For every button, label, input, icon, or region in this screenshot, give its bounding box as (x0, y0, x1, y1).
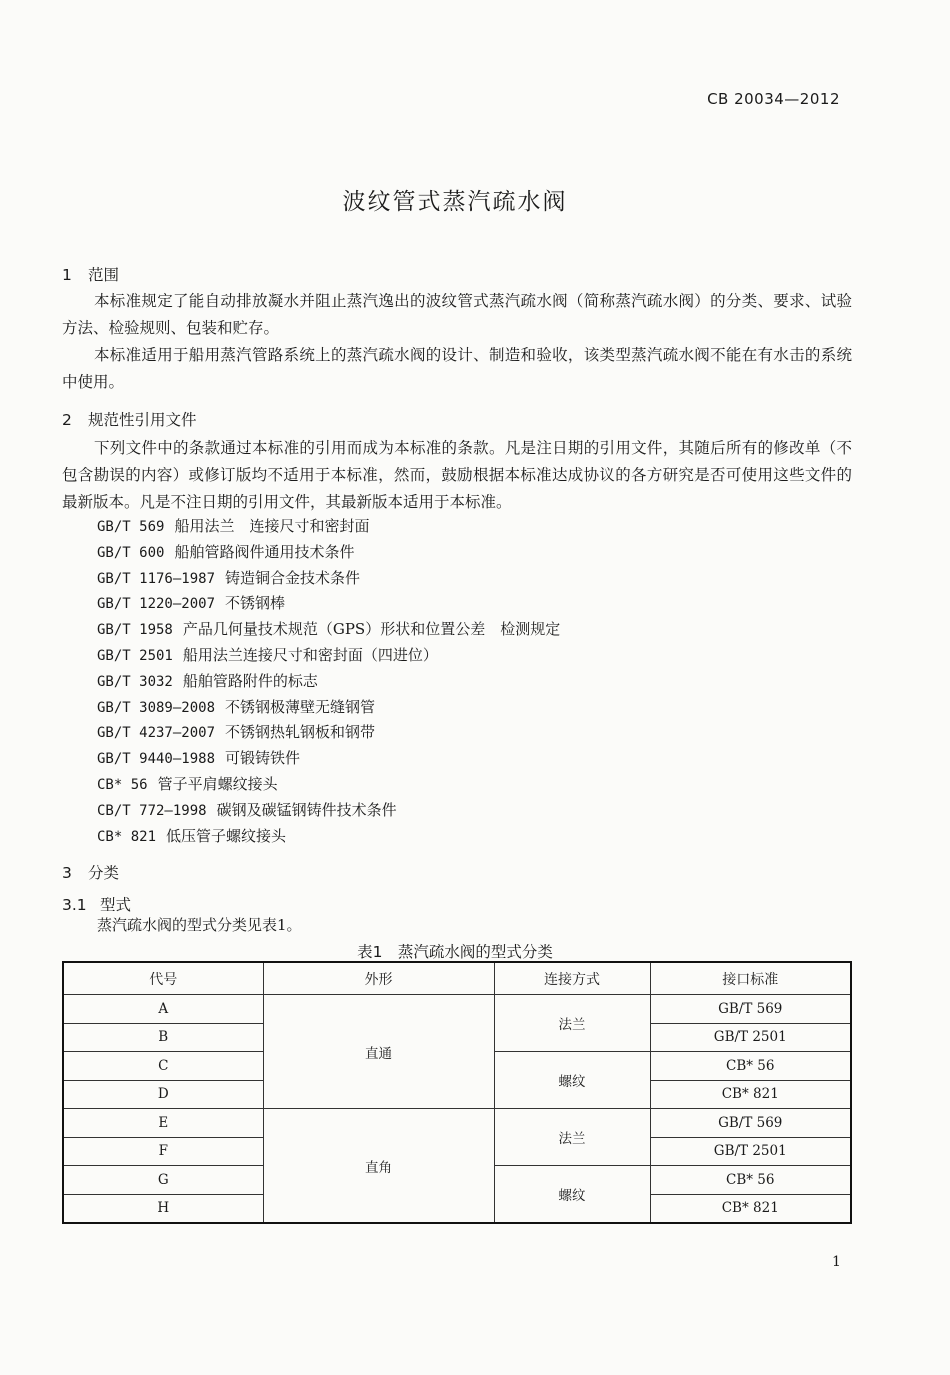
section-3-heading (62, 861, 119, 883)
section-title: 分类 (88, 864, 120, 882)
standard-cell: CB* 821 (650, 1080, 851, 1109)
reference-code: GB/T 3089—2008 (97, 699, 216, 716)
code-cell: H (63, 1194, 263, 1223)
scope-paragraph-2: 本标准适用于船用蒸汽管路系统上的蒸汽疏水阀的设计、制造和验收，该类型蒸汽疏水阀不能在有水击的系统中使用。 (62, 346, 852, 391)
connection-cell: 螺纹 (494, 1052, 650, 1109)
reference-item (97, 514, 560, 540)
code-cell: B (63, 1023, 263, 1052)
code-cell: C (63, 1052, 263, 1081)
reference-name: 船用法兰连接尺寸和密封面（四进位） (182, 645, 438, 664)
reference-name: 管子平肩螺纹接头 (157, 774, 278, 793)
page-number: 1 (832, 1254, 841, 1270)
scope-paragraph-1: 本标准规定了能自动排放凝水并阻止蒸汽逸出的波纹管式蒸汽疏水阀（简称蒸汽疏水阀）的分类、要求、试验方法、检验规则、包装和贮存。 (62, 292, 852, 337)
standard-cell: GB/T 2501 (650, 1137, 851, 1166)
reference-item (97, 720, 560, 746)
standard-cell: GB/T 2501 (650, 1023, 851, 1052)
code-cell: G (63, 1166, 263, 1195)
table-row (63, 1109, 851, 1138)
reference-code: CB* 56 (97, 776, 148, 793)
document-title: 波纹管式蒸汽疏水阀 (342, 189, 568, 215)
reference-item (97, 824, 560, 850)
section-2-heading (62, 408, 197, 430)
reference-code: GB/T 1958 (97, 622, 173, 639)
header-shape: 外形 (263, 962, 494, 995)
shape-cell: 直通 (263, 995, 494, 1109)
table-caption: 表1 蒸汽疏水阀的型式分类 (357, 943, 553, 961)
code-cell: F (63, 1137, 263, 1166)
reference-item (97, 798, 560, 824)
reference-item (97, 591, 560, 617)
reference-code: CB* 821 (97, 828, 157, 845)
section-1-heading (62, 263, 119, 285)
reference-code: GB/T 9440—1988 (97, 751, 216, 768)
reference-code: GB/T 600 (97, 544, 165, 561)
standard-cell: CB* 56 (650, 1166, 851, 1195)
reference-item (97, 566, 560, 592)
table-header-row (63, 962, 851, 995)
reference-name: 船舶管路阀件通用技术条件 (174, 542, 355, 561)
header-code: 代号 (63, 962, 263, 995)
code-cell: A (63, 995, 263, 1024)
reference-name: 铸造铜合金技术条件 (225, 568, 361, 587)
reference-name: 不锈钢极薄壁无缝钢管 (225, 697, 376, 716)
header-standard: 接口标准 (650, 962, 851, 995)
section-title: 范围 (88, 266, 120, 284)
reference-name: 不锈钢热轧钢板和钢带 (225, 723, 376, 742)
section-number: 3 (62, 864, 72, 882)
reference-list (97, 514, 560, 849)
reference-code: GB/T 4237—2007 (97, 725, 216, 742)
reference-code: GB/T 569 (97, 519, 165, 535)
reference-item (97, 540, 560, 566)
reference-code: GB/T 3032 (97, 673, 173, 690)
reference-code: CB/T 772—1998 (97, 802, 207, 819)
reference-name: 碳钢及碳锰钢铸件技术条件 (216, 800, 397, 819)
standard-number: CB 20034—2012 (707, 90, 840, 108)
table-row (63, 995, 851, 1024)
subsection-number: 3.1 (62, 896, 87, 914)
section-title: 规范性引用文件 (88, 411, 197, 429)
code-cell: E (63, 1109, 263, 1138)
reference-name: 可锻铸铁件 (225, 749, 301, 768)
reference-name: 不锈钢棒 (225, 594, 286, 613)
standard-cell: CB* 821 (650, 1194, 851, 1223)
code-cell: D (63, 1080, 263, 1109)
reference-item (97, 772, 560, 798)
reference-code: GB/T 2501 (97, 647, 173, 664)
reference-item (97, 669, 560, 695)
connection-cell: 螺纹 (494, 1166, 650, 1224)
connection-cell: 法兰 (494, 995, 650, 1052)
reference-name: 船舶管路附件的标志 (182, 671, 318, 690)
section-number: 2 (62, 411, 72, 429)
classification-text: 蒸汽疏水阀的型式分类见表1。 (97, 916, 302, 934)
reference-item (97, 746, 560, 772)
reference-name: 产品几何量技术规范（GPS）形状和位置公差 检测规定 (182, 620, 561, 639)
refs-paragraph: 下列文件中的条款通过本标准的引用而成为本标准的条款。凡是注日期的引用文件，其随后所有的修改单（不包含勘误的内容）或修订版均不适用于本标准，然而，鼓励根据本标准达成协议的各方研究是否可使用这些文件的最新版本。凡是不注日期的引用文件，其最新版本适用于本标准。 (62, 439, 852, 511)
reference-code: GB/T 1176—1987 (97, 570, 216, 587)
section-number: 1 (62, 266, 72, 284)
standard-cell: CB* 56 (650, 1052, 851, 1081)
subsection-3-1-heading (62, 893, 131, 915)
reference-code: GB/T 1220—2007 (97, 596, 216, 613)
header-connection: 连接方式 (494, 962, 650, 995)
standard-cell: GB/T 569 (650, 1109, 851, 1138)
subsection-title: 型式 (100, 896, 132, 914)
connection-cell: 法兰 (494, 1109, 650, 1166)
reference-item (97, 695, 560, 721)
reference-item (97, 643, 560, 669)
classification-table (62, 961, 852, 1224)
reference-name: 船用法兰 连接尺寸和密封面 (174, 517, 370, 535)
standard-cell: GB/T 569 (650, 995, 851, 1024)
shape-cell: 直角 (263, 1109, 494, 1224)
reference-item (97, 617, 560, 643)
reference-name: 低压管子螺纹接头 (166, 826, 287, 845)
